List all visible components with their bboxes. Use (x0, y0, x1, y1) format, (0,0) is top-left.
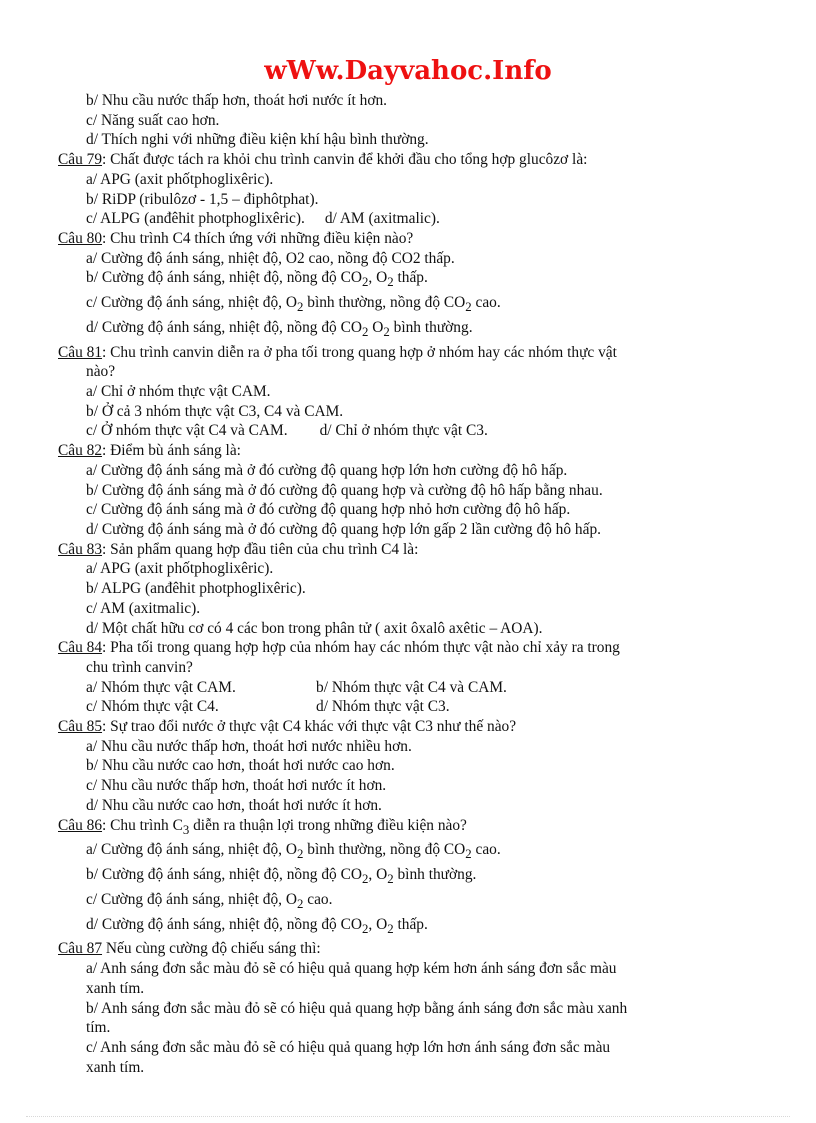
question-label: Câu 84 (58, 639, 103, 657)
question-84 (58, 638, 756, 658)
option-c-d (58, 421, 756, 441)
subscript: 2 (465, 300, 472, 315)
option-c-d (58, 209, 756, 229)
question-label: Câu 79 (58, 151, 103, 169)
option-b: b/ Nhu cầu nước cao hơn, thoát hơi nước cao hơn. (86, 757, 395, 775)
question-label: Câu 85 (58, 718, 103, 736)
option-d: d/ Cường độ ánh sáng mà ở đó cường độ quang hợp lớn gấp 2 lần cường độ hô hấp. (86, 521, 601, 538)
option-text: cao. (471, 294, 501, 312)
option-a: a/ APG (axit phốtphoglixêric). (86, 560, 274, 578)
option-text: a/ Cường độ ánh sáng, nhiệt độ, O (86, 841, 297, 859)
question-text: diễn ra thuận lợi trong những điều kiện nào? (189, 816, 467, 834)
option-b: b/ Nhóm thực vật C4 và CAM. (316, 678, 507, 696)
subscript: 2 (387, 921, 394, 936)
question-text: : Sản phẩm quang hợp đầu tiên của chu trình C4 là: (102, 540, 419, 558)
question-text: : Chu trình C4 thích ứng với những điều kiện nào? (102, 229, 414, 247)
option-a: a/ Nhu cầu nước thấp hơn, thoát hơi nước nhiều hơn. (86, 737, 412, 755)
subscript: 2 (465, 847, 472, 862)
question-79 (58, 150, 756, 170)
option-c: c/ Nhóm thực vật C4. (86, 698, 219, 716)
option-b: b/ Ở cả 3 nhóm thực vật C3, C4 và CAM. (86, 402, 344, 420)
option-text: cao. (471, 841, 501, 859)
question-85 (58, 717, 756, 737)
subscript: 2 (383, 324, 390, 339)
subscript: 2 (387, 275, 394, 290)
subscript: 2 (387, 872, 394, 887)
question-text: Nếu cùng cường độ chiếu sáng thì: (102, 940, 321, 958)
question-82 (58, 441, 756, 461)
question-83 (58, 540, 756, 560)
lead-option-b: b/ Nhu cầu nước thấp hơn, thoát hơi nước ít hơn. (86, 92, 388, 109)
option-a: a/ APG (axit phốtphoglixêric). (86, 170, 274, 188)
option-text: d/ Cường độ ánh sáng, nhiệt độ, nồng độ CO (86, 318, 362, 336)
option-text: , O (368, 866, 388, 884)
option-a: a/ Anh sáng đơn sắc màu đỏ sẽ có hiệu quả quang hợp kém hơn ánh sáng đơn sắc màu (86, 960, 617, 978)
option-row (58, 697, 756, 717)
lead-option-d: d/ Thích nghi với những điều kiện khí hậu bình thường. (86, 131, 429, 149)
option-a (58, 840, 756, 865)
question-label: Câu 80 (58, 229, 103, 247)
option-text: , O (368, 269, 388, 287)
option-a: a/ Cường độ ánh sáng, nhiệt độ, O2 cao, nồng độ CO2 thấp. (86, 249, 455, 267)
option-b: b/ RiDP (ribulôzơ - 1,5 – điphôtphat). (86, 190, 319, 208)
option-d: d/ Nhóm thực vật C3. (316, 698, 450, 716)
option-d: d/ AM (axitmalic). (324, 210, 440, 228)
question-continuation: chu trình canvin? (86, 658, 193, 676)
option-b-continuation: tím. (86, 1019, 111, 1037)
option-text: thấp. (393, 269, 428, 287)
lead-option-c: c/ Năng suất cao hơn. (86, 111, 220, 129)
option-c: c/ Ở nhóm thực vật C4 và CAM. (86, 422, 288, 440)
question-list (58, 91, 756, 1077)
option-text: d/ Cường độ ánh sáng, nhiệt độ, nồng độ CO (86, 915, 362, 933)
option-c: c/ Nhu cầu nước thấp hơn, thoát hơi nước ít hơn. (86, 777, 387, 795)
option-text: bình thường, nồng độ CO (303, 294, 466, 312)
option-b: b/ ALPG (anđêhit photphoglixêric). (86, 580, 306, 598)
option-c: c/ AM (axitmalic). (86, 599, 201, 617)
subscript: 2 (296, 896, 304, 911)
question-text: : Chu trình canvin diễn ra ở pha tối trong quang hợp ở nhóm hay các nhóm thực vật (102, 343, 617, 361)
question-label: Câu 87 (58, 940, 103, 958)
question-label: Câu 81 (58, 343, 103, 361)
option-text: , O (368, 915, 388, 933)
subscript: 2 (361, 872, 369, 887)
option-c: c/ ALPG (anđêhit photphoglixêric). (86, 210, 305, 228)
question-text: : Điểm bù ánh sáng là: (102, 442, 241, 460)
question-label: Câu 86 (58, 816, 103, 834)
question-81 (58, 343, 756, 363)
option-c (58, 293, 756, 318)
option-a: a/ Cường độ ánh sáng mà ở đó cường độ quang hợp lớn hơn cường độ hô hấp. (86, 461, 568, 479)
option-text: bình thường. (389, 318, 473, 336)
subscript: 2 (296, 300, 304, 315)
option-a: a/ Nhóm thực vật CAM. (86, 678, 236, 696)
option-text: c/ Cường độ ánh sáng, nhiệt độ, O (86, 890, 297, 908)
site-watermark: wWw.Dayvahoc.Info (264, 56, 552, 86)
subscript: 2 (361, 275, 369, 290)
question-text: : Chất được tách ra khỏi chu trình canvin để khởi đầu cho tổng hợp glucôzơ là: (102, 151, 588, 169)
option-a: a/ Chỉ ở nhóm thực vật CAM. (86, 383, 271, 401)
option-d: d/ Chỉ ở nhóm thực vật C3. (319, 422, 488, 440)
option-a-continuation: xanh tím. (86, 979, 145, 997)
option-c: c/ Anh sáng đơn sắc màu đỏ sẽ có hiệu quả quang hợp lớn hơn ánh sáng đơn sắc màu (86, 1038, 611, 1056)
option-c-continuation: xanh tím. (86, 1058, 145, 1076)
option-text: b/ Cường độ ánh sáng, nhiệt độ, nồng độ CO (86, 269, 362, 287)
question-87 (58, 939, 756, 959)
question-label: Câu 82 (58, 442, 103, 460)
question-text: : Pha tối trong quang hợp hợp của nhóm hay các nhóm thực vật nào chỉ xảy ra trong (102, 639, 620, 657)
option-b (58, 865, 756, 890)
question-80 (58, 229, 756, 249)
question-text: : Sự trao đổi nước ở thực vật C4 khác với thực vật C3 như thế nào? (102, 718, 517, 736)
option-text: b/ Cường độ ánh sáng, nhiệt độ, nồng độ CO (86, 866, 362, 884)
option-b (58, 268, 756, 293)
option-text: cao. (303, 890, 333, 908)
subscript: 2 (296, 847, 304, 862)
option-text: bình thường, nồng độ CO (303, 841, 466, 859)
option-text: O (368, 318, 384, 336)
option-b: b/ Anh sáng đơn sắc màu đỏ sẽ có hiệu quả quang hợp bằng ánh sáng đơn sắc màu xanh (86, 999, 628, 1017)
page-bottom-divider (26, 1116, 790, 1117)
option-text: bình thường. (393, 866, 477, 884)
option-d (58, 318, 756, 343)
option-d: d/ Một chất hữu cơ có 4 các bon trong phân tử ( axit ôxalô axêtic – AOA). (86, 619, 543, 637)
option-row (58, 678, 756, 698)
subscript: 2 (361, 324, 369, 339)
question-text: : Chu trình C (102, 816, 183, 834)
option-c: c/ Cường độ ánh sáng mà ở đó cường độ quang hợp nhỏ hơn cường độ hô hấp. (86, 501, 571, 519)
option-d (58, 915, 756, 940)
option-c (58, 890, 756, 915)
subscript: 2 (361, 921, 369, 936)
question-86 (58, 816, 756, 841)
option-b: b/ Cường độ ánh sáng mà ở đó cường độ quang hợp và cường độ hô hấp bằng nhau. (86, 481, 603, 499)
option-text: c/ Cường độ ánh sáng, nhiệt độ, O (86, 294, 297, 312)
option-d: d/ Nhu cầu nước cao hơn, thoát hơi nước ít hơn. (86, 796, 382, 814)
question-continuation: nào? (86, 363, 116, 381)
option-text: thấp. (393, 915, 428, 933)
question-label: Câu 83 (58, 540, 103, 558)
subscript: 3 (182, 822, 190, 837)
